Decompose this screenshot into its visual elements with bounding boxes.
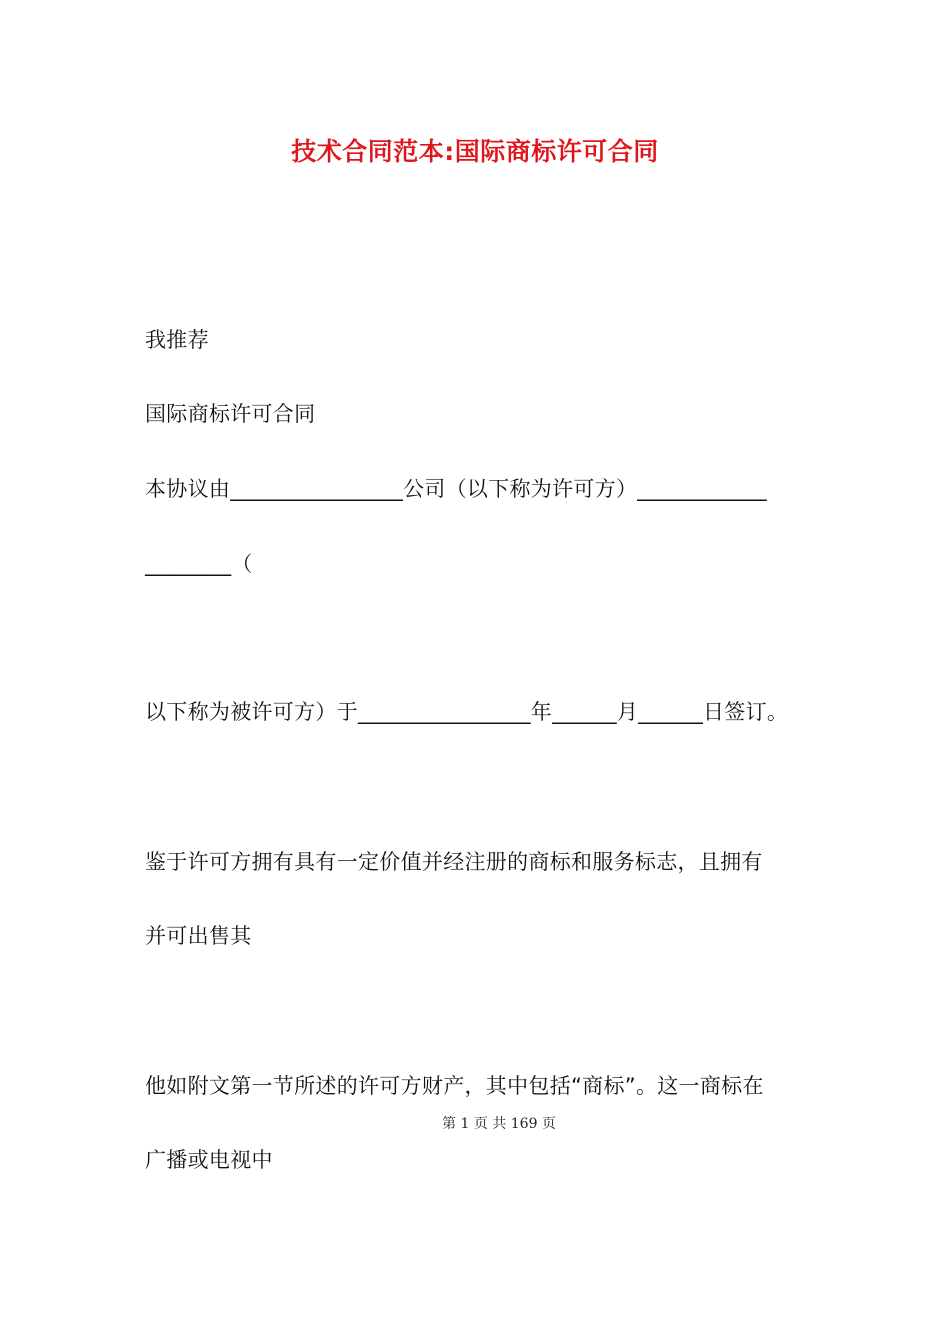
body-line-broadcast: 广播或电视中 <box>145 1148 273 1172</box>
document-title: 技术合同范本:国际商标许可合同 <box>291 137 659 166</box>
body-line-blank-continuation: ________（ <box>145 552 253 576</box>
body-line-agreement-parties: 本协议由________________公司（以下称为许可方）____________ <box>145 477 767 501</box>
body-line-whereas: 鉴于许可方拥有具有一定价值并经注册的商标和服务标志，且拥有 <box>145 850 763 874</box>
body-line-recommend: 我推荐 <box>145 328 209 352</box>
body-line-contract-name: 国际商标许可合同 <box>145 402 316 426</box>
body-line-trademark: 他如附文第一节所述的许可方财产，其中包括“商标”。这一商标在 <box>145 1074 764 1098</box>
body-line-licensee-date: 以下称为被许可方）于________________年______月______日签订。 <box>145 700 789 724</box>
body-line-sell: 并可出售其 <box>145 924 252 948</box>
page-number-footer: 第 1 页 共 169 页 <box>442 1116 556 1132</box>
